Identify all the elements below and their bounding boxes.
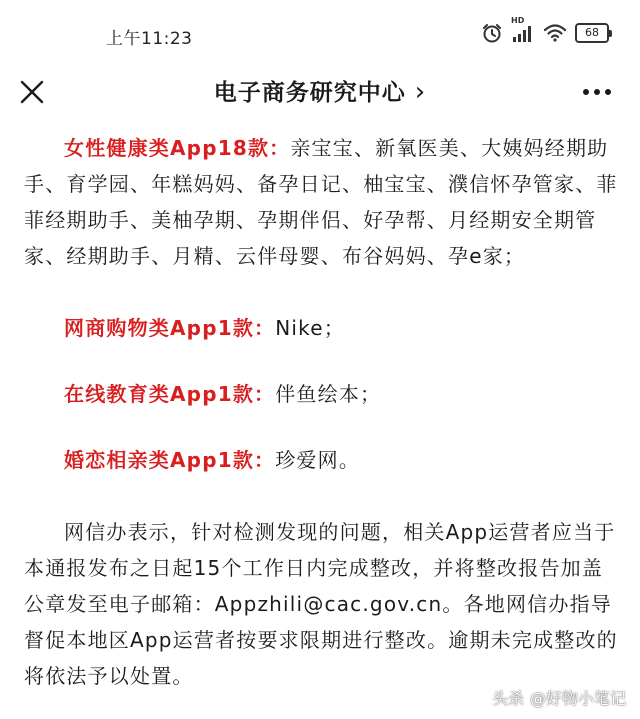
more-icon [582,88,612,96]
watermark [492,686,626,709]
watermark-handle: @好物小笔记 [529,689,626,708]
status-time: 上午11:23 [106,29,193,49]
close-icon [19,79,45,105]
app-list: 珍爱网。 [275,448,361,472]
paragraph-closing: 网信办表示，针对检测发现的问题，相关App运营者应当于本通报发布之日起15个工作日内完成整改，并将整改报告加盖公章发至电子邮箱：Appzhili@cac.gov.cn。各地网信办指导督促本地区App运营者按要求限期进行整改。逾期未完成整改的将依法予以处置。 [24,520,618,688]
signal-icon [511,16,535,43]
status-bar [0,0,640,66]
battery-level: 68 [575,23,609,43]
battery-tip [609,30,612,37]
paragraph-women-health [24,130,624,274]
page-title: 电子商务研究中心 [213,80,406,106]
nav-bar [0,66,640,120]
paragraph-shopping [24,310,624,346]
alarm-clock-icon [481,22,503,44]
article-body [24,130,624,694]
hd-label: HD [511,16,525,25]
category-label: 婚恋相亲类App1款： [64,448,276,472]
watermark-brand: 头杀 [491,689,524,708]
paragraph-dating [24,442,624,478]
category-label: 女性健康类App18款： [64,136,291,160]
category-label: 在线教育类App1款： [64,382,276,406]
category-label: 网商购物类App1款： [64,316,276,340]
close-button[interactable] [16,76,48,108]
wifi-icon [543,23,567,43]
app-list: 伴鱼绘本； [275,382,382,406]
paragraph-education [24,376,624,412]
more-button[interactable] [580,78,614,106]
app-list: 亲宝宝、新氧医美、大姨妈经期助手、育学园、年糕妈妈、备孕日记、柚宝宝、濮信怀孕管家、菲菲经期助手、美柚孕期、孕期伴侣、好孕帮、月经期安全期管家、经期助手、月精、云伴母婴、布谷妈妈、孕e家； [24,136,618,268]
account-title-link[interactable] [213,77,427,107]
status-icons [481,16,612,44]
nav-title-container [0,74,640,107]
battery-icon [575,23,612,43]
app-list: Nike； [275,316,345,340]
chevron-right-icon: › [414,77,427,107]
